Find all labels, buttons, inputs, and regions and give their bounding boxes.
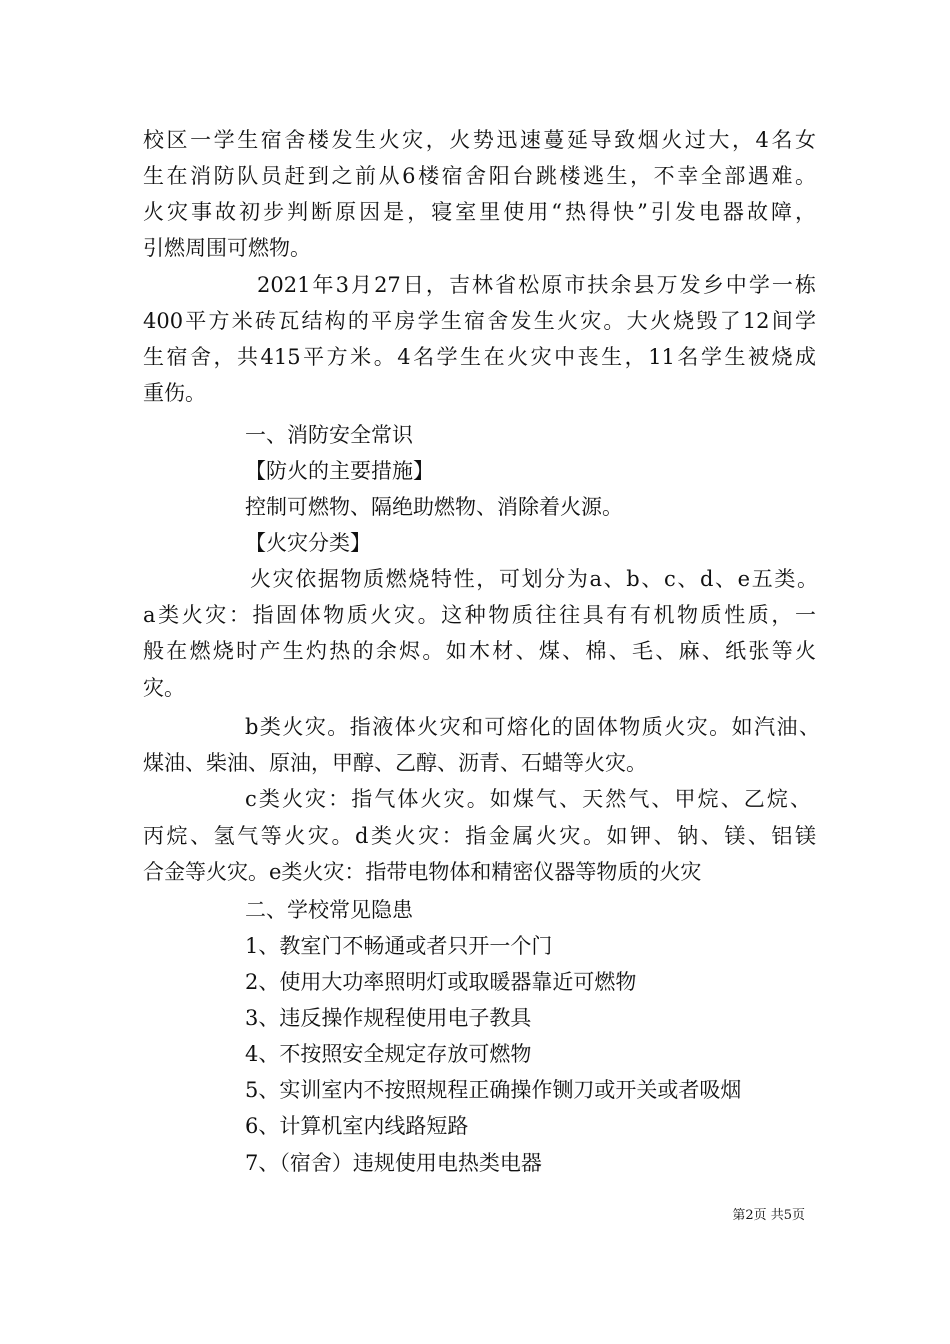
text-line: b类火灾。指液体火灾和可熔化的固体物质火灾。如汽油、 (245, 715, 820, 739)
list-item: 6、计算机室内线路短路 (245, 1114, 469, 1138)
text-line: 火灾事故初步判断原因是，寝室里使用“热得快”引发电器故障， (143, 200, 816, 224)
page-number-footer: 第2页 共5页 (732, 1208, 805, 1223)
list-item: 4、不按照安全规定存放可燃物 (245, 1042, 532, 1066)
text-line: 2021年3月27日，吉林省松原市扶余县万发乡中学一栋 (257, 273, 816, 297)
section-heading: 一、消防安全常识 (245, 423, 413, 447)
section-heading: 二、学校常见隐患 (245, 898, 413, 922)
list-item: 7、（宿舍）违规使用电热类电器 (245, 1151, 542, 1175)
text-line: 灾。 (143, 676, 185, 700)
subheading: 【防火的主要措施】 (245, 459, 434, 483)
text-line: 煤油、柴油、原油，甲醇、乙醇、沥青、石蜡等火灾。 (143, 751, 647, 775)
text-line: 生宿舍，共415平方米。4名学生在火灾中丧生，11名学生被烧成 (143, 345, 816, 369)
text-line: 般在燃烧时产生灼热的余烬。如木材、煤、棉、毛、麻、纸张等火 (143, 639, 816, 663)
text-line: 重伤。 (143, 381, 206, 405)
text-line: c类火灾：指气体火灾。如煤气、天然气、甲烷、乙烷、 (245, 787, 811, 811)
text-line: 引燃周围可燃物。 (143, 236, 311, 260)
text-line: 400平方米砖瓦结构的平房学生宿舍发生火灾。大火烧毁了12间学 (143, 309, 816, 333)
text-line: a类火灾：指固体物质火灾。这种物质往往具有有机物质性质，一 (143, 603, 816, 627)
text-line: 合金等火灾。e类火灾：指带电物体和精密仪器等物质的火灾 (143, 860, 702, 884)
text-line: 丙烷、氢气等火灾。d类火灾：指金属火灾。如钾、钠、镁、铝镁 (143, 824, 816, 848)
text-line: 校区一学生宿舍楼发生火灾，火势迅速蔓延导致烟火过大，4名女 (143, 128, 816, 152)
text-line: 控制可燃物、隔绝助燃物、消除着火源。 (245, 495, 623, 519)
text-line: 生在消防队员赶到之前从6楼宿舍阳台跳楼逃生，不幸全部遇难。 (143, 164, 816, 188)
list-item: 5、实训室内不按照规程正确操作铡刀或开关或者吸烟 (245, 1078, 742, 1102)
list-item: 2、使用大功率照明灯或取暖器靠近可燃物 (245, 970, 637, 994)
list-item: 1、教室门不畅通或者只开一个门 (245, 934, 553, 958)
subheading: 【火灾分类】 (245, 531, 371, 555)
list-item: 3、违反操作规程使用电子教具 (245, 1006, 532, 1030)
text-line: 火灾依据物质燃烧特性，可划分为a、b、c、d、e五类。 (250, 567, 818, 591)
